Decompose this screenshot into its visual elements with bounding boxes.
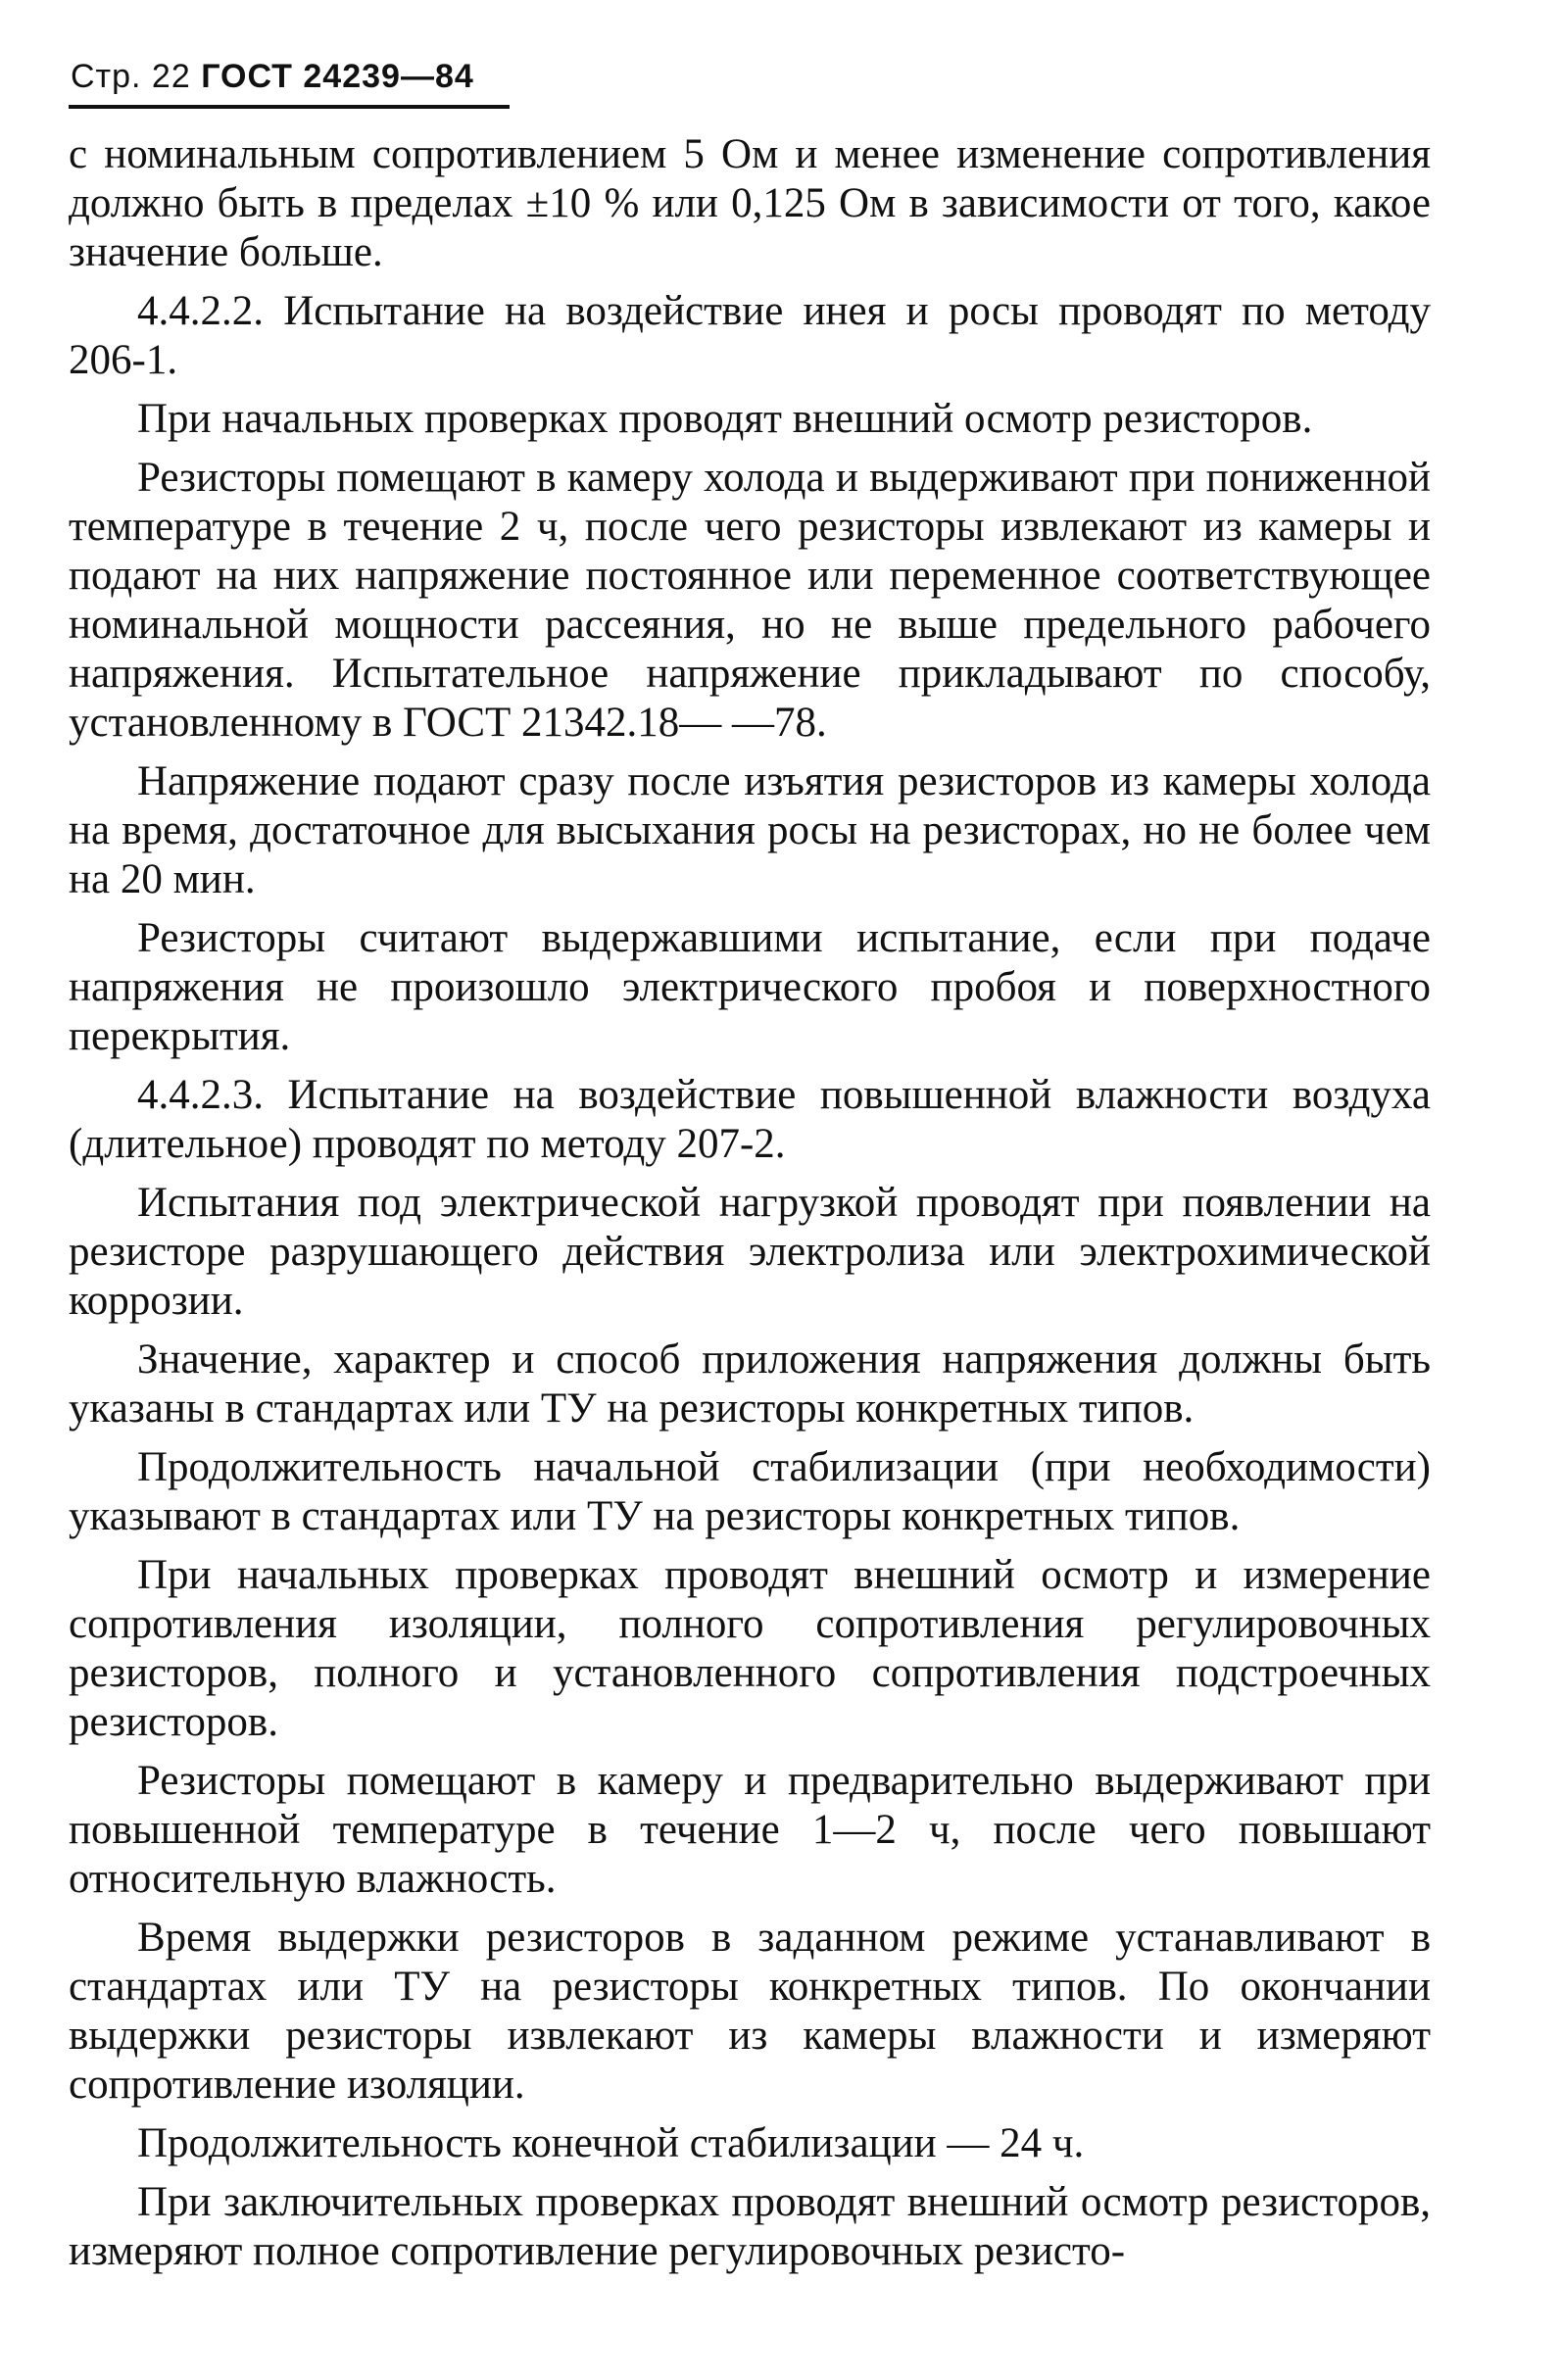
page-header bbox=[71, 59, 1431, 95]
section-4-4-2-3: 4.4.2.3. Испытание на воздействие повышенной влажности воздуха (длительное) проводят по методу 207-2. bbox=[69, 1072, 1431, 1168]
paragraph: Резисторы помещают в камеру холода и выдерживают при пониженной температуре в течение 2 ч, после чего резисторы извлекают из камеры и подают на них напряжение постоянное или переменное соответствующее номинальной мощности рассеяния, но не выше предельного рабочего напряжения. Испытательное напряжение прикладывают по способу, установленному в ГОСТ 21342.18— —78. bbox=[69, 455, 1431, 747]
paragraph: Резисторы считают выдержавшими испытание, если при подаче напряжения не произошло электрического пробоя и поверхностного перекрытия. bbox=[69, 915, 1431, 1060]
paragraph: Значение, характер и способ приложения напряжения должны быть указаны в стандартах или ТУ на резисторы конкретных типов. bbox=[69, 1336, 1431, 1433]
paragraph: Продолжительность начальной стабилизации (при необходимости) указывают в стандартах или ТУ на резисторы конкретных типов. bbox=[69, 1444, 1431, 1540]
paragraph: При начальных проверках проводят внешний осмотр резисторов. bbox=[137, 396, 1313, 443]
paragraph: Время выдержки резисторов в заданном режиме устанавливают в стандартах или ТУ на резисторы конкретных типов. По окончании выдержки резисторы извлекают из камеры влажности и измеряют сопротивление изоляции. bbox=[69, 1915, 1431, 2109]
paragraph-continuation: с номинальным сопротивлением 5 Ом и менее изменение сопротивления должно быть в пределах ±10 % или 0,125 Ом в зависимости от того, какое значение больше. bbox=[69, 131, 1431, 276]
paragraph: Испытания под электрической нагрузкой проводят при появлении на резисторе разрушающего действия электролиза или электрохимической коррозии. bbox=[69, 1180, 1431, 1325]
paragraph-continues: При заключительных проверках проводят внешний осмотр резисторов, измеряют полное сопротивление регулировочных резисто- bbox=[69, 2179, 1431, 2275]
standard-designation: ГОСТ 24239—84 bbox=[201, 58, 474, 95]
header-rule bbox=[69, 105, 510, 109]
page-number: Стр. 22 bbox=[71, 58, 191, 95]
paragraph: Резисторы помещают в камеру и предварительно выдерживают при повышенной температуре в течение 1—2 ч, после чего повышают относительную влажность. bbox=[69, 1758, 1431, 1903]
paragraph: Напряжение подают сразу после изъятия резисторов из камеры холода на время, достаточное для высыхания росы на резисторах, но не более чем на 20 мин. bbox=[69, 758, 1431, 903]
paragraph: Продолжительность конечной стабилизации — 24 ч. bbox=[137, 2120, 1085, 2167]
document-page bbox=[69, 59, 1431, 2286]
paragraph: При начальных проверках проводят внешний осмотр и измерение сопротивления изоляции, полного сопротивления регулировочных резисторов, полного и установленного сопротивления подстроечных резисторов. bbox=[69, 1552, 1431, 1746]
document-body bbox=[69, 130, 1431, 2276]
section-4-4-2-2: 4.4.2.2. Испытание на воздействие инея и росы проводят по методу 206-1. bbox=[69, 288, 1431, 384]
